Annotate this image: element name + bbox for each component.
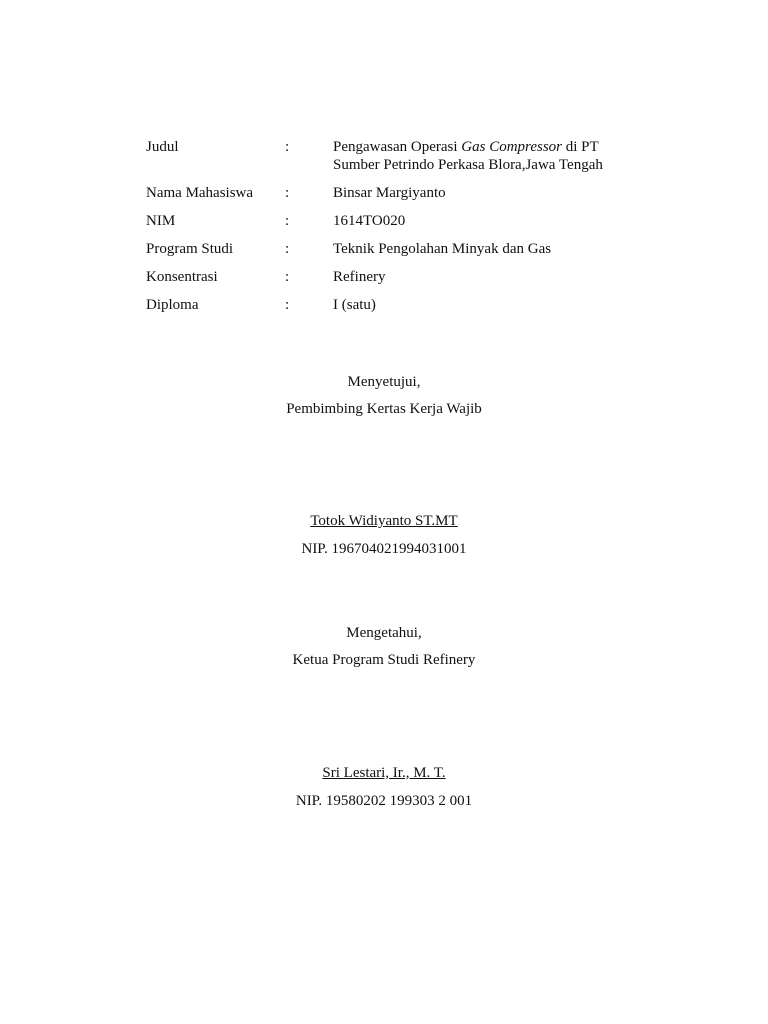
info-row-nama-mahasiswa [146,184,646,212]
acknowledgement-name-text: Sri Lestari, Ir., M. T. [322,765,446,781]
diploma-value: I (satu) [333,297,376,313]
judul-value [333,138,653,174]
konsentrasi-label: Konsentrasi [146,269,218,285]
judul-value-line-2: Sumber Petrindo Perkasa Blora,Jawa Tengah [333,157,603,173]
approval-signatory-nip: NIP. 196704021994031001 [301,541,467,557]
konsentrasi-colon: : [285,269,290,285]
approval-role: Pembimbing Kertas Kerja Wajib [286,401,482,417]
acknowledgement-signatory-nip: NIP. 19580202 199303 2 001 [295,793,473,809]
student-info-table [146,138,646,324]
program-studi-label: Program Studi [146,241,234,257]
diploma-label: Diploma [146,297,199,313]
nim-colon: : [285,213,290,229]
nim-label: NIM [146,213,176,229]
info-row-judul [146,138,646,184]
judul-text-italic: Gas Compressor [461,139,563,155]
acknowledgement-signatory-name [0,764,768,782]
approval-heading: Menyetujui, [347,374,421,390]
diploma-colon: : [285,297,290,313]
judul-colon: : [285,139,290,155]
info-row-diploma [146,296,646,324]
info-row-nim [146,212,646,240]
nama-mahasiswa-label: Nama Mahasiswa [146,185,254,201]
approval-name-text: Totok Widiyanto ST.MT [310,513,458,529]
konsentrasi-value: Refinery [333,269,386,285]
acknowledgement-heading: Mengetahui, [346,625,422,641]
acknowledgement-role: Ketua Program Studi Refinery [292,652,476,668]
nim-value: 1614TO020 [333,213,406,229]
approval-signatory-name [0,512,768,530]
judul-label: Judul [146,139,179,155]
nama-mahasiswa-value: Binsar Margiyanto [333,185,446,201]
judul-text-pre: Pengawasan Operasi [333,139,462,155]
program-studi-colon: : [285,241,290,257]
nama-mahasiswa-colon: : [285,185,290,201]
info-row-program-studi [146,240,646,268]
info-row-konsentrasi [146,268,646,296]
judul-value-line-1 [333,138,653,156]
judul-text-post: di PT [562,139,599,155]
program-studi-value: Teknik Pengolahan Minyak dan Gas [333,241,552,257]
